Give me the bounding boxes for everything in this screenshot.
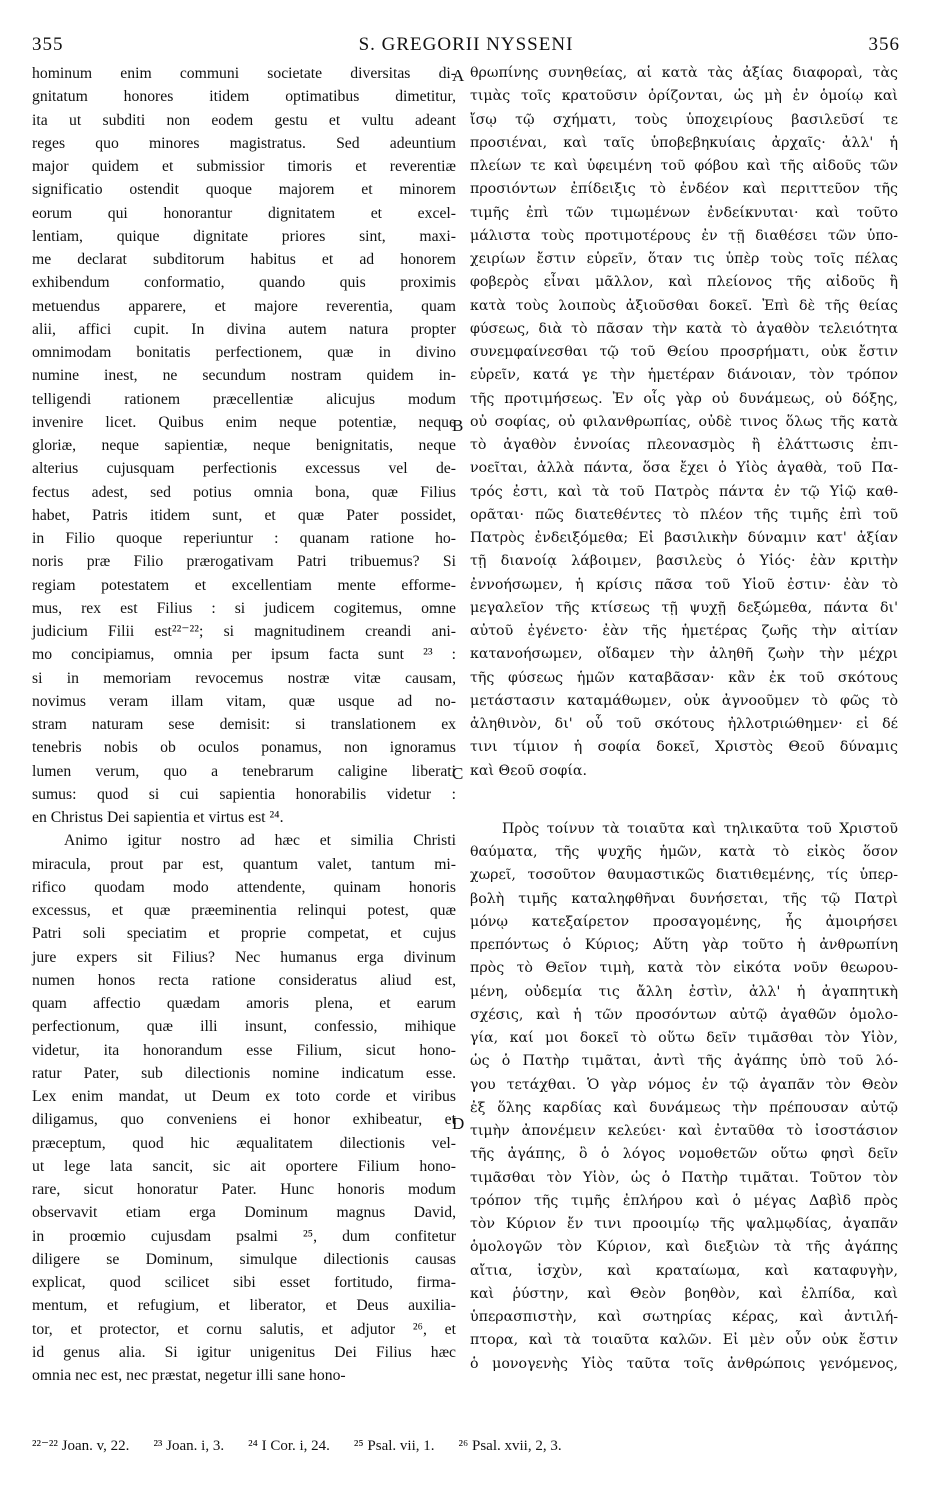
greek-text-line: γου τετάχθαι. Ὁ γὰρ νόμος ἐν τῷ ἀγαπᾶν τὸν Θεὸν (470, 1076, 898, 1093)
greek-text-line: χειρίων ἔστιν εὑρεῖν, ὅταν τις ὑπὲρ τοὺς τοῖς πέλας (470, 251, 898, 267)
latin-text-line: gloriæ, neque sapientiæ, neque benignitatis, neque (32, 437, 456, 454)
greek-text-line: αὐτοῦ ἐγένετο· ἐὰν τῆς ἡμετέρας ζωῆς τὴν αἰτίαν (470, 623, 898, 639)
latin-text-line: gnitatum honores itidem optimatibus dimetitur, (32, 88, 456, 106)
greek-text-line: κατανοήσωμεν, οἴδαμεν τὴν ἀληθῆ ζωὴν τὴν μέχρι (470, 646, 898, 663)
greek-text-line: ἀληθινὸν, δι' οὗ τοῦ σκότους ἠλλοτριώθημεν· εἰ δέ (470, 716, 898, 732)
greek-text-line: τῇ διανοίᾳ λάβοιμεν, βασιλεὺς ὁ Υἱός· ἐὰν κριτὴν (470, 553, 898, 570)
greek-text-line: φύσεως, διὰ τὸ πᾶσαν τὴν κατὰ τὸ ἀγαθὸν τελειότητα (470, 320, 898, 337)
greek-text-line: πτορα, καὶ τὰ τοιαῦτα καλῶν. Εἰ μὲν οὖν οὐκ ἔστιν (470, 1332, 898, 1349)
greek-text-line: πλείων τε καὶ ὑφειμένη τοῦ φόβου καὶ τῆς αἰδοῦς τῶν (470, 158, 898, 174)
greek-text-line: τιμᾶσθαι τὸν Υἱὸν, ὡς ὁ Πατὴρ τιμᾶται. Τοῦτον τὸν (470, 1169, 898, 1186)
greek-text-line: νοεῖται, ἀλλὰ πάντα, ὅσα ἔχει ὁ Υἱὸς ἀγαθὰ, τοῦ Πα- (470, 460, 898, 477)
latin-text-line: ratur Pater, sub dilectionis nomine indicatum esse. (32, 1064, 456, 1082)
greek-text-line: προσιόντων ἐπίδειξις τὸ ἐνδέον καὶ περιττεῦον τῆς (470, 181, 898, 198)
greek-text-line: σχέσις, καὶ ἡ τῶν προσόντων αὐτῷ ἀγαθῶν ὁμολο- (470, 1006, 898, 1023)
latin-text-line: major quidem et submissior timoris et reverentiæ (32, 158, 456, 175)
latin-text-line: me declarat subditorum habitus et ad honorem (32, 251, 456, 268)
latin-text-line: fectus adest, sed potius omnia bona, quæ Filius (32, 483, 456, 501)
latin-text-line: jure expers sit Filius? Nec humanus erga divinum (32, 948, 456, 966)
latin-text-line: excessus, et quæ præeminentia relinqui potest, quæ (32, 902, 456, 919)
latin-text-line: stram naturam sese demisit: si translationem ex (32, 716, 456, 733)
latin-text-line: numen honos recta ratione consideratus aliud est, (32, 971, 456, 989)
greek-text-line: καὶ ῥύστην, καὶ Θεὸν βοηθὸν, καὶ ἐλπίδα, καὶ (470, 1285, 898, 1302)
greek-text-line: πρὸς τὸ Θεῖον τιμὴ, κατὰ τὸν εἰκότα νοῦν θεωρου- (470, 960, 898, 977)
footnote: ²³ Joan. i, 3. (153, 1438, 225, 1454)
latin-text-line: metuendus apparere, et majore reverentia, quam (32, 297, 456, 315)
greek-text-line: γία, καί μοι δοκεῖ τὸ οὕτω δεῖν τιμᾶσθαι τὸν Υἱὸν, (470, 1030, 898, 1046)
greek-text-line: οὐ σοφίας, οὐ φιλανθρωπίας, οὐδὲ τινος ὅλως τῆς κατὰ (470, 413, 898, 430)
latin-text-line: ut lege lata sancit, sic ait oportere Filium hono- (32, 1157, 456, 1175)
greek-text-line: βολὴ τιμῆς καταληφθῆναι δυνήσεται, τῆς τῷ Πατρὶ (470, 890, 898, 907)
latin-text-line: noris præ Filio prærogativam Patri tribuemus? Si (32, 553, 456, 571)
footnote: ²⁴ I Cor. i, 24. (248, 1438, 330, 1454)
latin-text-line: significatio ostendit quoque majorem et minorem (32, 181, 456, 199)
latin-text-line: ita ut subditi non eodem gestu et vultu adeant (32, 111, 456, 129)
latin-text-line: eorum qui honorantur dignitatem et excel- (32, 204, 456, 222)
latin-text-line: alterius cujusquam perfectionis excessus vel de- (32, 460, 456, 478)
latin-text-line: en Christus Dei sapientia et virtus est ²⁴. (32, 809, 284, 826)
latin-text-line: invenire licet. Quibus enim neque potentiæ, neque (32, 413, 456, 431)
greek-text-line: θρωπίνης συνηθείας, αἱ κατὰ τὰς ἀξίας διαφοραὶ, τὰς (470, 65, 898, 81)
latin-text-line: lentiam, quique dignitate priores sint, maxi- (32, 227, 456, 245)
latin-text-line: Patri soli speciatim et proprie competat, et cujus (32, 925, 456, 943)
latin-text-line: in proœmio cujusdam psalmi ²⁵, dum confitetur (32, 1227, 456, 1245)
latin-text-line: miracula, prout par est, quantum valet, tantum mi- (32, 855, 456, 873)
latin-text-line: telligendi rationem præcellentiæ alicujus modum (32, 390, 456, 408)
latin-text-line: si in memoriam revocemus nostræ vitæ causam, (32, 669, 456, 687)
greek-text-line: τὸν Κύριον ἔν τινι προοιμίῳ τῆς ψαλμῳδίας, ἀγαπᾶν (470, 1216, 898, 1232)
running-header (32, 34, 900, 60)
footnote: ²²⁻²² Joan. v, 22. (32, 1438, 130, 1454)
latin-text-line: diligamus, quo conveniens ei honor exhibeatur, et (32, 1111, 456, 1129)
margin-letter-a: A (452, 66, 465, 85)
greek-text-line: κατὰ τοὺς λοιποὺς ἀξιοῦσθαι δοκεῖ. Ἐπὶ δὲ τῆς θείας (470, 297, 898, 314)
greek-text-line: τινι τίμιον ἡ σοφία δοκεῖ, Χριστὸς Θεοῦ δύναμις (470, 739, 898, 756)
latin-text-line: hominum enim communi societate diversitas di- (32, 65, 456, 82)
margin-letter-d: D (452, 1114, 465, 1133)
greek-text-line: συνεμφαίνεσθαι τῷ τοῦ Θείου προσρήματι, οὐκ ἔστιν (470, 344, 898, 360)
greek-text-line: ὁμολογῶν τὸν Κύριον, καὶ διεξιὼν τὰ τῆς ἀγάπης (470, 1239, 898, 1256)
margin-letter-c: C (452, 764, 464, 783)
greek-text-line: μεγαλεῖον τῆς κτίσεως τῇ ψυχῇ δεξώμεθα, πάντα δι' (470, 599, 898, 616)
latin-text-line: in Filio quoque reperiuntur : quanam ratione ho- (32, 530, 456, 547)
greek-text-line: αἴτια, ἰσχὺν, καὶ κραταίωμα, καὶ καταφυγὴν, (470, 1262, 898, 1279)
latin-text-line: numine inest, ne secundum nostram quidem in- (32, 367, 456, 385)
footnote: ²⁶ Psal. xvii, 2, 3. (458, 1438, 562, 1454)
latin-text-line: omnia nec est, nec præstat, negetur illi sane hono- (32, 1367, 346, 1384)
greek-text-line: τιμὴν ἀπονέμειν κελεύει· καὶ ἐνταῦθα τὸ ἰσοστάσιον (470, 1123, 898, 1139)
latin-text-line: alii, affici cupit. In divina autem natura propter (32, 320, 456, 338)
greek-text-line: Πρὸς τοίνυν τὰ τοιαῦτα καὶ τηλικαῦτα τοῦ Χριστοῦ (502, 820, 898, 837)
greek-text-line: φοβερὸς εἶναι μᾶλλον, καὶ πλείονος τῆς αἰδοῦς ἢ (470, 274, 898, 291)
greek-text-line: τρός ἐστι, καὶ τὰ τοῦ Πατρὸς πάντα ἐν τῷ Υἱῷ καθ- (470, 483, 898, 500)
latin-text-line: omnimodam bonitatis perfectionem, quæ in divino (32, 344, 456, 361)
greek-text-line: Πατρὸς ἐνδειξόμεθα; Εἰ βασιλικὴν δύναμιν κατ' ἀξίαν (470, 530, 898, 546)
greek-text-line: θαύματα, τῆς ψυχῆς ἡμῶν, κατὰ τὸ εἰκὸς ὅσον (470, 844, 898, 860)
latin-text-line: sumus: quod si cui sapientia honorabilis videtur : (32, 785, 456, 803)
greek-text-line: μετάστασιν καταμάθωμεν, οὐκ ἀγνοοῦμεν τὸ φῶς τὸ (470, 692, 898, 709)
greek-text-line: εὑρεῖν, κατά γε τὴν ἡμετέραν διάνοιαν, τὸν τρόπον (470, 367, 898, 384)
latin-text-line: exhibendum conformatio, quando quis proximis (32, 274, 456, 292)
latin-text-line: novimus veram illam vitam, quæ usque ad no- (32, 692, 456, 710)
greek-text-line: ἐξ ὅλης καρδίας καὶ δυνάμεως τὴν πρέπουσαν αὐτῷ (470, 1099, 898, 1116)
greek-text-line: τῆς φύσεως ἡμῶν καταβᾶσαν· κἂν ἐκ τοῦ σκότους (470, 669, 898, 686)
latin-text-line: quam affectio quædam amoris plena, et earum (32, 995, 456, 1012)
greek-text-line: ορᾶται· πῶς διατεθέντες τὸ πλέον τῆς τιμῆς ἐπὶ τοῦ (470, 506, 898, 523)
greek-text-line: ὑπερασπιστὴν, καὶ σωτηρίας κέρας, καὶ ἀντιλή- (470, 1309, 898, 1325)
latin-text-line: regiam potestatem et excellentiam mente efforme- (32, 576, 456, 594)
latin-text-line: mentum, et refugium, et liberator, et Deus auxilia- (32, 1297, 456, 1315)
latin-text-line: diligere se Dominum, simulque dilectionis causas (32, 1250, 456, 1268)
greek-text-line: ἴσῳ τῷ σχήματι, τοὺς ὑποχειρίους βασιλεῦσί τε (470, 111, 898, 128)
margin-letter-b: B (452, 416, 464, 435)
greek-text-line: ὁ μονογενὴς Υἱὸς ταῦτα τοῖς ἀνθρώποις γενόμενος, (470, 1355, 898, 1372)
latin-text-line: mo concipiamus, omnia per ipsum facta sunt ²³ : (32, 646, 456, 664)
greek-text-line: τιμῆς ἐπὶ τῶν τιμωμένων ἐνδείκνυται· καὶ τοῦτο (470, 204, 898, 221)
latin-text-line: præceptum, quod hic æqualitatem dilectionis vel- (32, 1134, 456, 1152)
latin-text-line: Animo igitur nostro ad hæc et similia Christi (64, 832, 456, 850)
latin-text-line: videtur, ita honorandum esse Filium, sicut hono- (32, 1041, 456, 1059)
greek-text-line: τιμὰς τοῖς κρατοῦσιν ὁρίζονται, ὡς μὴ ἐν ὁμοίῳ καὶ (470, 88, 898, 105)
greek-text-line: μάλιστα τοὺς προτιμοτέρους ἐν τῇ διαθέσει τῶν ὑπο- (470, 227, 898, 244)
latin-text-line: reges quo minores magistratus. Sed adeuntium (32, 134, 456, 152)
latin-text-line: tor, et protector, et cornu salutis, et adjutor ²⁶, et (32, 1320, 456, 1338)
latin-column (32, 62, 456, 1387)
latin-text-line: rare, sicut honoratur Pater. Hunc honoris modum (32, 1181, 456, 1198)
greek-text-line: προσιέναι, καὶ ταῖς ὑποβεβηκυίαις ἀρχαῖς· ἀλλ' ἡ (470, 134, 898, 151)
greek-text-line: τῆς ἀγάπης, ὃ ὁ λόγος νομοθετῶν οὕτω φησὶ δεῖν (470, 1146, 898, 1163)
greek-text-line: καὶ Θεοῦ σοφία. (470, 762, 587, 779)
greek-text-line: μένη, οὐδεμία τις ἄλλη ἐστὶν, ἀλλ' ἡ ἀγαπητικὴ (470, 983, 898, 1000)
greek-text-line: πρεπόντως ὁ Κύριος; Αὕτη γὰρ τοῦτο ἡ ἀνθρωπίνη (470, 937, 898, 953)
greek-text-line: τρόπον τῆς τιμῆς ἐπλήρου καὶ ὁ μέγας Δαβὶδ πρὸς (470, 1192, 898, 1209)
greek-text-line: μόνῳ κατεξαίρετον προσαγομένης, ἧς ἀμοιρήσει (470, 913, 898, 930)
latin-text-line: habet, Patris itidem sunt, et quæ Pater possidet, (32, 506, 456, 524)
greek-text-line: τῆς προτιμήσεως. Ἐν οἷς γὰρ οὐ δυνάμεως, οὐ δόξης, (470, 390, 898, 407)
latin-text-line: explicat, quod scilicet sibi esset fortitudo, firma- (32, 1274, 456, 1291)
greek-text-line: χωρεῖ, τοσοῦτον θαυμαστικῶς διατιθεμένης, τίς ὑπερ- (470, 867, 898, 884)
latin-text-line: tenebris nobis ob oculos ponamus, non ignoramus (32, 739, 456, 757)
greek-column (470, 62, 898, 1376)
latin-text-line: rifico quodam modo attendente, quinam honoris (32, 878, 456, 896)
latin-text-line: perfectionum, quæ illi insunt, confessio, mihique (32, 1018, 456, 1036)
latin-text-line: lumen verum, quo a tenebrarum caligine liberati (32, 762, 456, 780)
latin-text-line: id genus alia. Si igitur unigenitus Dei Filius hæc (32, 1343, 456, 1361)
latin-text-line: Lex enim mandat, ut Deum ex toto corde et viribus (32, 1088, 456, 1105)
page-number-right: 356 (868, 34, 900, 55)
footnotes (32, 1436, 900, 1455)
greek-text-line: ἐννοήσωμεν, ἡ κρίσις πᾶσα τοῦ Υἱοῦ ἐστιν· ἐὰν τὸ (470, 576, 898, 593)
latin-text-line: observavit etiam erga Dominum magnus David, (32, 1204, 456, 1222)
latin-text-line: mus, rex est Filius : si judicem cogitemus, omne (32, 599, 456, 617)
running-title: S. GREGORII NYSSENI (358, 34, 574, 55)
footnote: ²⁵ Psal. vii, 1. (353, 1438, 435, 1454)
greek-text-line: ὡς ὁ Πατὴρ τιμᾶται, ἀντὶ τῆς ἀγάπης ὑπὸ τοῦ λό- (470, 1053, 898, 1070)
page-number-left: 355 (32, 34, 64, 55)
greek-text-line: τὸ ἀγαθὸν ἐννοίας πλεονασμὸς ἢ ἐλάττωσις ἐπι- (470, 437, 898, 453)
latin-text-line: judicium Filii est²²⁻²²; si magnitudinem creandi ani- (32, 623, 456, 640)
